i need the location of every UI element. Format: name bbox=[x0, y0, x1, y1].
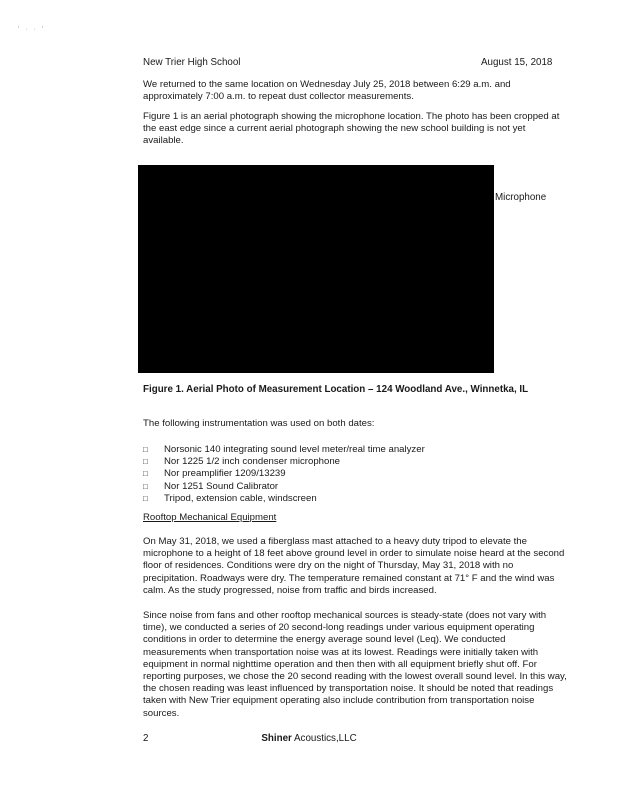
paragraph-measurement-method: Since noise from fans and other rooftop mechanical sources is steady-state (does not vary with time), we conducted a series of 20 second-long readings under various equipment operating conditions in order to determine the energy average sound level (Leq). We conducted measurements when transportation noise was at its lowest. Readings were initially taken with equipment in normal nighttime operation and then then with all equipment briefly shut off. For reporting purposes, we chose the 20 second reading with the lowest overall sound level. In this way, the chosen reading was least influenced by transportation noise. It should be noted that readings taken with New Trier equipment operating also include contribution from transportation noise sources. bbox=[143, 610, 567, 719]
bullet-square-icon: □ bbox=[143, 493, 148, 503]
figure-caption: Figure 1. Aerial Photo of Measurement Location – 124 Woodland Ave., Winnetka, IL bbox=[143, 384, 529, 395]
list-item-text: Nor preamplifier 1209/13239 bbox=[164, 468, 286, 480]
aerial-photo-redacted bbox=[138, 165, 494, 373]
header-date: August 15, 2018 bbox=[481, 57, 553, 68]
instrument-list bbox=[143, 444, 425, 505]
list-item bbox=[143, 493, 425, 505]
bullet-square-icon: □ bbox=[143, 469, 148, 479]
section-heading: Rooftop Mechanical Equipment bbox=[143, 512, 277, 523]
bullet-square-icon: □ bbox=[143, 481, 148, 491]
footer-company-bold: Shiner bbox=[261, 733, 292, 744]
paragraph-figure-intro: Figure 1 is an aerial photograph showing the microphone location. The photo has been cropped at the east edge since a current aerial photograph showing the new school building is not yet available. bbox=[143, 111, 560, 147]
list-item-text: Norsonic 140 integrating sound level meter/real time analyzer bbox=[164, 444, 425, 455]
list-item-text: Nor 1225 1/2 inch condenser microphone bbox=[164, 456, 340, 468]
list-item bbox=[143, 468, 425, 480]
list-item-text: Nor 1251 Sound Calibrator bbox=[164, 480, 279, 492]
header-school-name: New Trier High School bbox=[143, 57, 241, 68]
footer-company bbox=[0, 733, 618, 744]
list-item-text: Tripod, extension cable, windscreen bbox=[164, 492, 317, 504]
paragraph-mast-setup: On May 31, 2018, we used a fiberglass mast attached to a heavy duty tripod to elevate the microphone to a height of 18 feet above ground level in order to simulate noise heard at the second floor of residences. Conditions were dry on the night of Thursday, May 31, 2018 with no precipitation. Roadways were dry. The temperature remained constant at 71° F and the wind was calm. As the study progressed, noise from traffic and birds increased. bbox=[143, 536, 565, 596]
paragraph-return-visit: We returned to the same location on Wednesday July 25, 2018 between 6:29 a.m. and approximately 7:00 a.m. to repeat dust collector measurements. bbox=[143, 79, 511, 103]
list-item bbox=[143, 481, 425, 493]
bullet-square-icon: □ bbox=[143, 457, 148, 467]
scan-artifact: ' · · ' bbox=[18, 26, 46, 33]
bullet-square-icon: □ bbox=[143, 445, 148, 454]
list-item bbox=[143, 456, 425, 468]
footer-company-rest: Acoustics,LLC bbox=[291, 733, 357, 744]
microphone-label: Microphone bbox=[495, 192, 547, 203]
list-item bbox=[143, 444, 425, 456]
paragraph-instrumentation-intro: The following instrumentation was used on both dates: bbox=[143, 418, 375, 429]
page-number: 2 bbox=[143, 733, 149, 744]
